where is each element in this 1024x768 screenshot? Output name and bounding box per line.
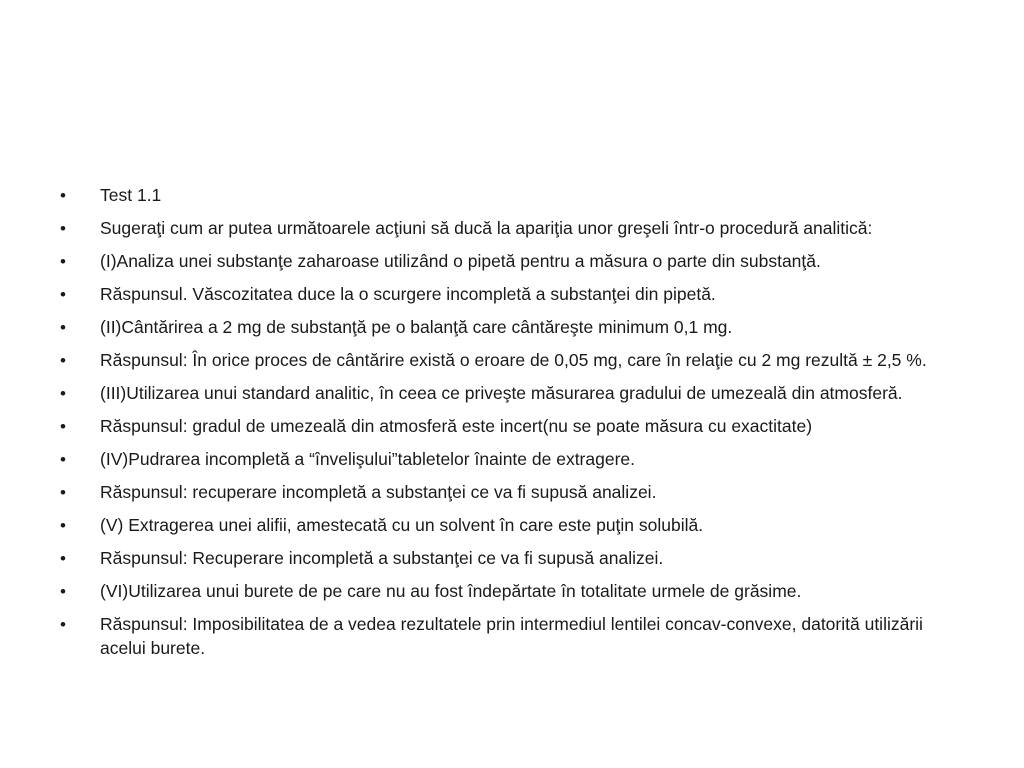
bullet-item — [56, 547, 966, 571]
bullet-text: (V) Extragerea unei alifii, amestecată cu un solvent în care este puţin solubilă. — [100, 515, 704, 535]
bullet-item — [56, 283, 966, 307]
bullet-text: (IV)Pudrarea incompletă a “învelişului”tabletelor înainte de extragere. — [100, 449, 636, 469]
bullet-icon: • — [60, 252, 66, 271]
bullet-item — [56, 415, 966, 439]
bullet-icon: • — [60, 351, 66, 370]
bullet-text: Răspunsul: Recuperare incompletă a substanţei ce va fi supusă analizei. — [100, 548, 664, 568]
bullet-item — [56, 349, 966, 373]
bullet-text: Răspunsul: În orice proces de cântărire există o eroare de 0,05 mg, care în relaţie cu 2 mg rezultă ± 2,5 %. — [100, 350, 927, 370]
bullet-icon: • — [60, 615, 66, 634]
bullet-item — [56, 448, 966, 472]
bullet-text: Răspunsul: recuperare incompletă a substanţei ce va fi supusă analizei. — [100, 482, 657, 502]
bullet-item — [56, 250, 966, 274]
bullet-icon: • — [60, 384, 66, 403]
bullet-item — [56, 382, 966, 406]
bullet-icon: • — [60, 186, 66, 205]
bullet-text: Răspunsul: Imposibilitatea de a vedea rezultatele prin intermediul lentilei concav-convexe, datorită utilizării acelui burete. — [100, 614, 923, 658]
bullet-icon: • — [60, 285, 66, 304]
bullet-icon: • — [60, 483, 66, 502]
bullet-item — [56, 316, 966, 340]
bullet-text: (II)Cântărirea a 2 mg de substanţă pe o balanţă care cântăreşte minimum 0,1 mg. — [100, 317, 733, 337]
bullet-item — [56, 613, 966, 660]
bullet-icon: • — [60, 219, 66, 238]
bullet-item — [56, 184, 966, 208]
bullet-text: Răspunsul: gradul de umezeală din atmosferă este incert(nu se poate măsura cu exactitate) — [100, 416, 813, 436]
bullet-text: (I)Analiza unei substanţe zaharoase utilizând o pipetă pentru a măsura o parte din substanţă. — [100, 251, 821, 271]
bullet-item — [56, 514, 966, 538]
bullet-icon: • — [60, 582, 66, 601]
bullet-text: Test 1.1 — [100, 185, 162, 205]
bullet-list — [56, 184, 966, 670]
bullet-text: Răspunsul. Văscozitatea duce la o scurgere incompletă a substanţei din pipetă. — [100, 284, 716, 304]
bullet-icon: • — [60, 450, 66, 469]
bullet-item — [56, 580, 966, 604]
bullet-icon: • — [60, 549, 66, 568]
bullet-item — [56, 481, 966, 505]
bullet-text: (VI)Utilizarea unui burete de pe care nu au fost îndepărtate în totalitate urmele de grăsime. — [100, 581, 802, 601]
bullet-text: Sugeraţi cum ar putea următoarele acţiuni să ducă la apariţia unor greşeli într-o procedură analitică: — [100, 218, 873, 238]
bullet-icon: • — [60, 417, 66, 436]
bullet-icon: • — [60, 318, 66, 337]
bullet-item — [56, 217, 966, 241]
bullet-icon: • — [60, 516, 66, 535]
bullet-text: (III)Utilizarea unui standard analitic, în ceea ce priveşte măsurarea gradului de umezeală din atmosferă. — [100, 383, 903, 403]
